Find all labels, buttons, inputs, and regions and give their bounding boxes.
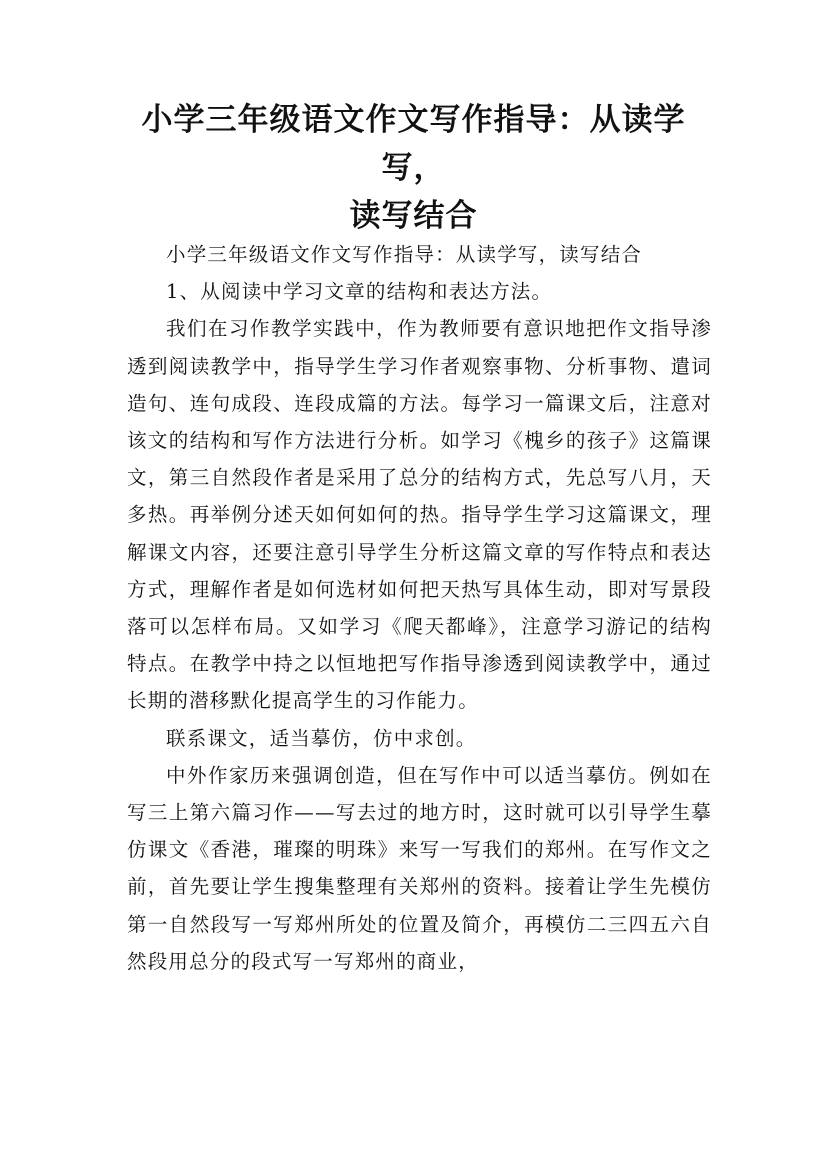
document-title [110, 96, 717, 240]
paragraph-section-heading: 1、从阅读中学习文章的结构和表达方法。 [166, 280, 553, 304]
title-line-1: 小学三年级语文作文写作指导：从读学写， [141, 102, 686, 186]
title-line-2: 读写结合 [349, 198, 478, 234]
paragraph-imitation-example: 中外作家历来强调创造，但在写作中可以适当摹仿。例如在写三上第六篇习作——写去过的地方时，这时就可以引导学生摹仿课文《香港，璀璨的明珠》来写一写我们的郑州。在写作文之前，首先要让学生搜集整理有关郑州的资料。接着让学生先模仿第一自然段写一写郑州所处的位置及简介，再模仿二三四五六自然段用总分的段式写一写郑州的商业， [127, 763, 712, 973]
paragraph-reading-guidance: 我们在习作教学实践中，作为教师要有意识地把作文指导渗透到阅读教学中，指导学生学习作者观察事物、分析事物、遣词造句、连句成段、连段成篇的方法。每学习一篇课文后，注意对该文的结构和写作方法进行分析。如学习《槐乡的孩子》这篇课文，第三自然段作者是采用了总分的结构方式，先总写八月，天多热。再举例分述天如何如何的热。指导学生学习这篇课文，理解课文内容，还要注意引导学生分析这篇文章的写作特点和表达方式，理解作者是如何选材如何把天热写具体生动，即对写景段落可以怎样布局。又如学习《爬天都峰》，注意学习游记的结构特点。在教学中持之以恒地把写作指导渗透到阅读教学中，通过长期的潜移默化提高学生的习作能力。 [127, 317, 712, 713]
paragraph-imitation-heading: 联系课文，适当摹仿，仿中求创。 [166, 726, 477, 750]
paragraph-subtitle: 小学三年级语文作文写作指导：从读学写，读写结合 [166, 243, 643, 266]
document-body [127, 236, 712, 980]
